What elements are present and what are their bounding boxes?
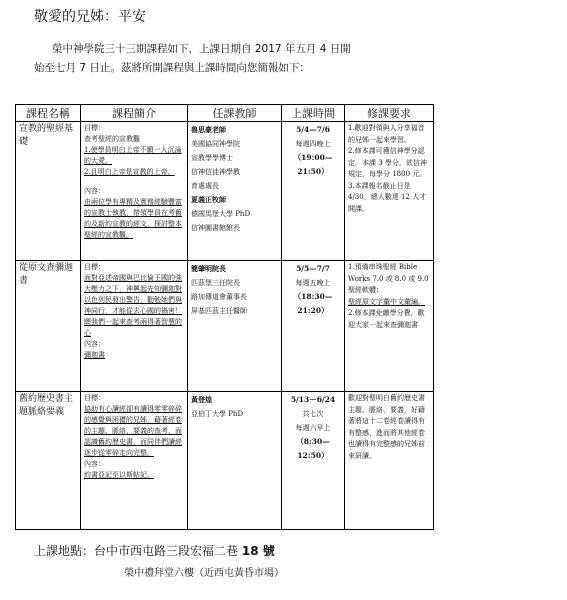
teacher-line: 簡肇明院長 bbox=[191, 264, 226, 273]
desc-line: 由兩位學有專精及實務經驗豐富的宣教士執教，帶領學員在考舊約及新約宣教的經文，探討整本聖經的宣教觀。 bbox=[84, 198, 182, 239]
course-desc bbox=[81, 261, 188, 392]
course-name: 舊約歷史書主題脈絡要義 bbox=[16, 392, 81, 530]
course-desc bbox=[81, 392, 188, 530]
course-requirements bbox=[345, 261, 434, 392]
teacher-line: 屏基匹茲主任醫師 bbox=[191, 307, 247, 315]
teacher-line: 美國協同神學院 bbox=[191, 140, 240, 148]
course-teacher bbox=[188, 261, 282, 392]
location-detail: 榮中禮拜堂六樓（近西屯黃昏市場） bbox=[124, 568, 284, 579]
desc-line: 目標： bbox=[84, 124, 105, 132]
teacher-line: 信神信徒神學教 bbox=[191, 168, 240, 176]
desc-line: 約書亞記至以斯帖記。 bbox=[84, 471, 154, 479]
teacher-line: 育處處長 bbox=[191, 182, 219, 190]
course-requirements bbox=[345, 122, 434, 261]
teacher-line: 宣教學學博士 bbox=[191, 154, 233, 162]
teacher-line: 路加傳道會董事長 bbox=[191, 293, 247, 301]
req-line: 1.歡迎對領與人分享福音的兄姊一起來學習。 bbox=[348, 124, 425, 144]
table-row bbox=[16, 261, 434, 392]
desc-line: 內容： bbox=[84, 187, 105, 195]
desc-line: 內容： bbox=[84, 340, 105, 348]
course-time bbox=[282, 122, 345, 261]
header-requirements: 修課要求 bbox=[345, 105, 434, 122]
time-line: 共七次 bbox=[302, 410, 324, 418]
course-teacher bbox=[188, 392, 282, 530]
req-line: 3.本課報名截止日是 4/30，總人數達 12 人才開課。 bbox=[348, 181, 427, 213]
table-row bbox=[16, 122, 434, 261]
teacher-line: 匹茲堡三任院長 bbox=[191, 279, 240, 287]
desc-line: 內容： bbox=[84, 460, 105, 468]
course-time bbox=[282, 261, 345, 392]
time-line: （8:30—12:50） bbox=[296, 437, 330, 460]
location-line bbox=[34, 542, 275, 559]
location-label: 上課地點：台中市西屯路三段宏福二巷 bbox=[34, 544, 239, 558]
desc-line: 彌迦書 bbox=[84, 351, 105, 359]
teacher-line: 魯思豪老師 bbox=[191, 125, 226, 134]
header-teacher: 任課教師 bbox=[188, 105, 282, 122]
header-course-desc: 課程簡介 bbox=[81, 105, 188, 122]
course-teacher bbox=[188, 122, 282, 261]
course-table bbox=[15, 104, 434, 530]
desc-line: 2.且明白上帝是宣教的上帝。 bbox=[84, 168, 175, 176]
time-line: 5/5—7/7 bbox=[296, 264, 330, 273]
time-line: （18:30—21:20） bbox=[293, 292, 333, 315]
table-row bbox=[16, 392, 434, 530]
teacher-line: 亞伯丁大學 PhD bbox=[191, 410, 244, 418]
teacher-line: 德國馬堡大學 PhD bbox=[191, 210, 251, 218]
req-line: 1.預備串珠聖經 Bible Works 7.0 或 8.0 或 9.0 聖經軟體； bbox=[348, 263, 429, 294]
intro-line-2: 始至七月 7 日止。茲將所開課程與上課時間向您簡報如下： bbox=[34, 62, 310, 74]
header-time: 上課時間 bbox=[282, 105, 345, 122]
req-line: 2.修本課免繳學分費，歡迎大家一起來查彌迦書 bbox=[348, 309, 425, 329]
desc-line: 協助有心讀經卻有讀得零零碎碎的感覺與困擾的兄姊，藉著經卷的主題、脈絡、要義的查考，而認識舊約歷史書，而同伴們讀經逐步從零碎走向完整。 bbox=[84, 405, 182, 457]
time-line: 每週六早上 bbox=[295, 424, 331, 432]
header-course-name: 課程名稱 bbox=[16, 105, 81, 122]
time-line: 每週四晚上 bbox=[295, 140, 331, 148]
intro-line-1: 榮中神學院三十三期課程如下，上課日期自 2017 年五月 4 日開 bbox=[52, 43, 351, 55]
req-line: 2.修本課可獲信神學分認定。本課 3 學分，欲信神規定，每學分 1800 元。 bbox=[348, 147, 427, 178]
time-line: （19:00—21:50） bbox=[293, 153, 333, 176]
course-requirements bbox=[345, 392, 434, 530]
desc-line: 面對亞述帝國與巴比倫王國的強大壓力之下，神興起先知彌迦對以色列民發出警告，勸勉她們與神同行，才能從去心國的禍害！願我們一起來查考兩得著智慧的心 bbox=[84, 274, 182, 337]
desc-line: 目標： bbox=[84, 394, 105, 402]
intro-paragraph bbox=[34, 40, 534, 78]
desc-line: 查考聖經的宣教觀 bbox=[84, 135, 140, 143]
time-line: 每週五晚上 bbox=[295, 279, 331, 287]
time-line: 5/13－6/24 bbox=[290, 395, 336, 404]
req-line: 歡迎對聖明白舊約歷史書主題、脈絡、要義，好藉著將這十二卷經卷讀得有有整感，進而將其他經卷也讀得有完整感的兄姊前來研讀。 bbox=[348, 394, 425, 460]
teacher-line: 夏義正牧師 bbox=[191, 195, 226, 204]
req-line: 聖經原文字彙中文彙編。 bbox=[348, 297, 425, 306]
location-number: 18 號 bbox=[241, 544, 275, 558]
teacher-line: 黃登煌 bbox=[191, 395, 212, 404]
course-desc bbox=[81, 122, 188, 261]
course-name: 從原文查彌迦書 bbox=[16, 261, 81, 392]
teacher-line: 信神圖書館館長 bbox=[191, 224, 240, 232]
desc-line: 1.使學員明白上帝不願一人沉淪的大愛。 bbox=[84, 146, 182, 165]
course-name: 宣教的聖經基礎 bbox=[16, 122, 81, 261]
greeting: 敬愛的兄姊：平安 bbox=[34, 9, 146, 25]
desc-line: 目標： bbox=[84, 263, 105, 271]
time-line: 5/4—7/6 bbox=[296, 125, 330, 134]
table-header-row bbox=[16, 105, 434, 122]
course-time bbox=[282, 392, 345, 530]
